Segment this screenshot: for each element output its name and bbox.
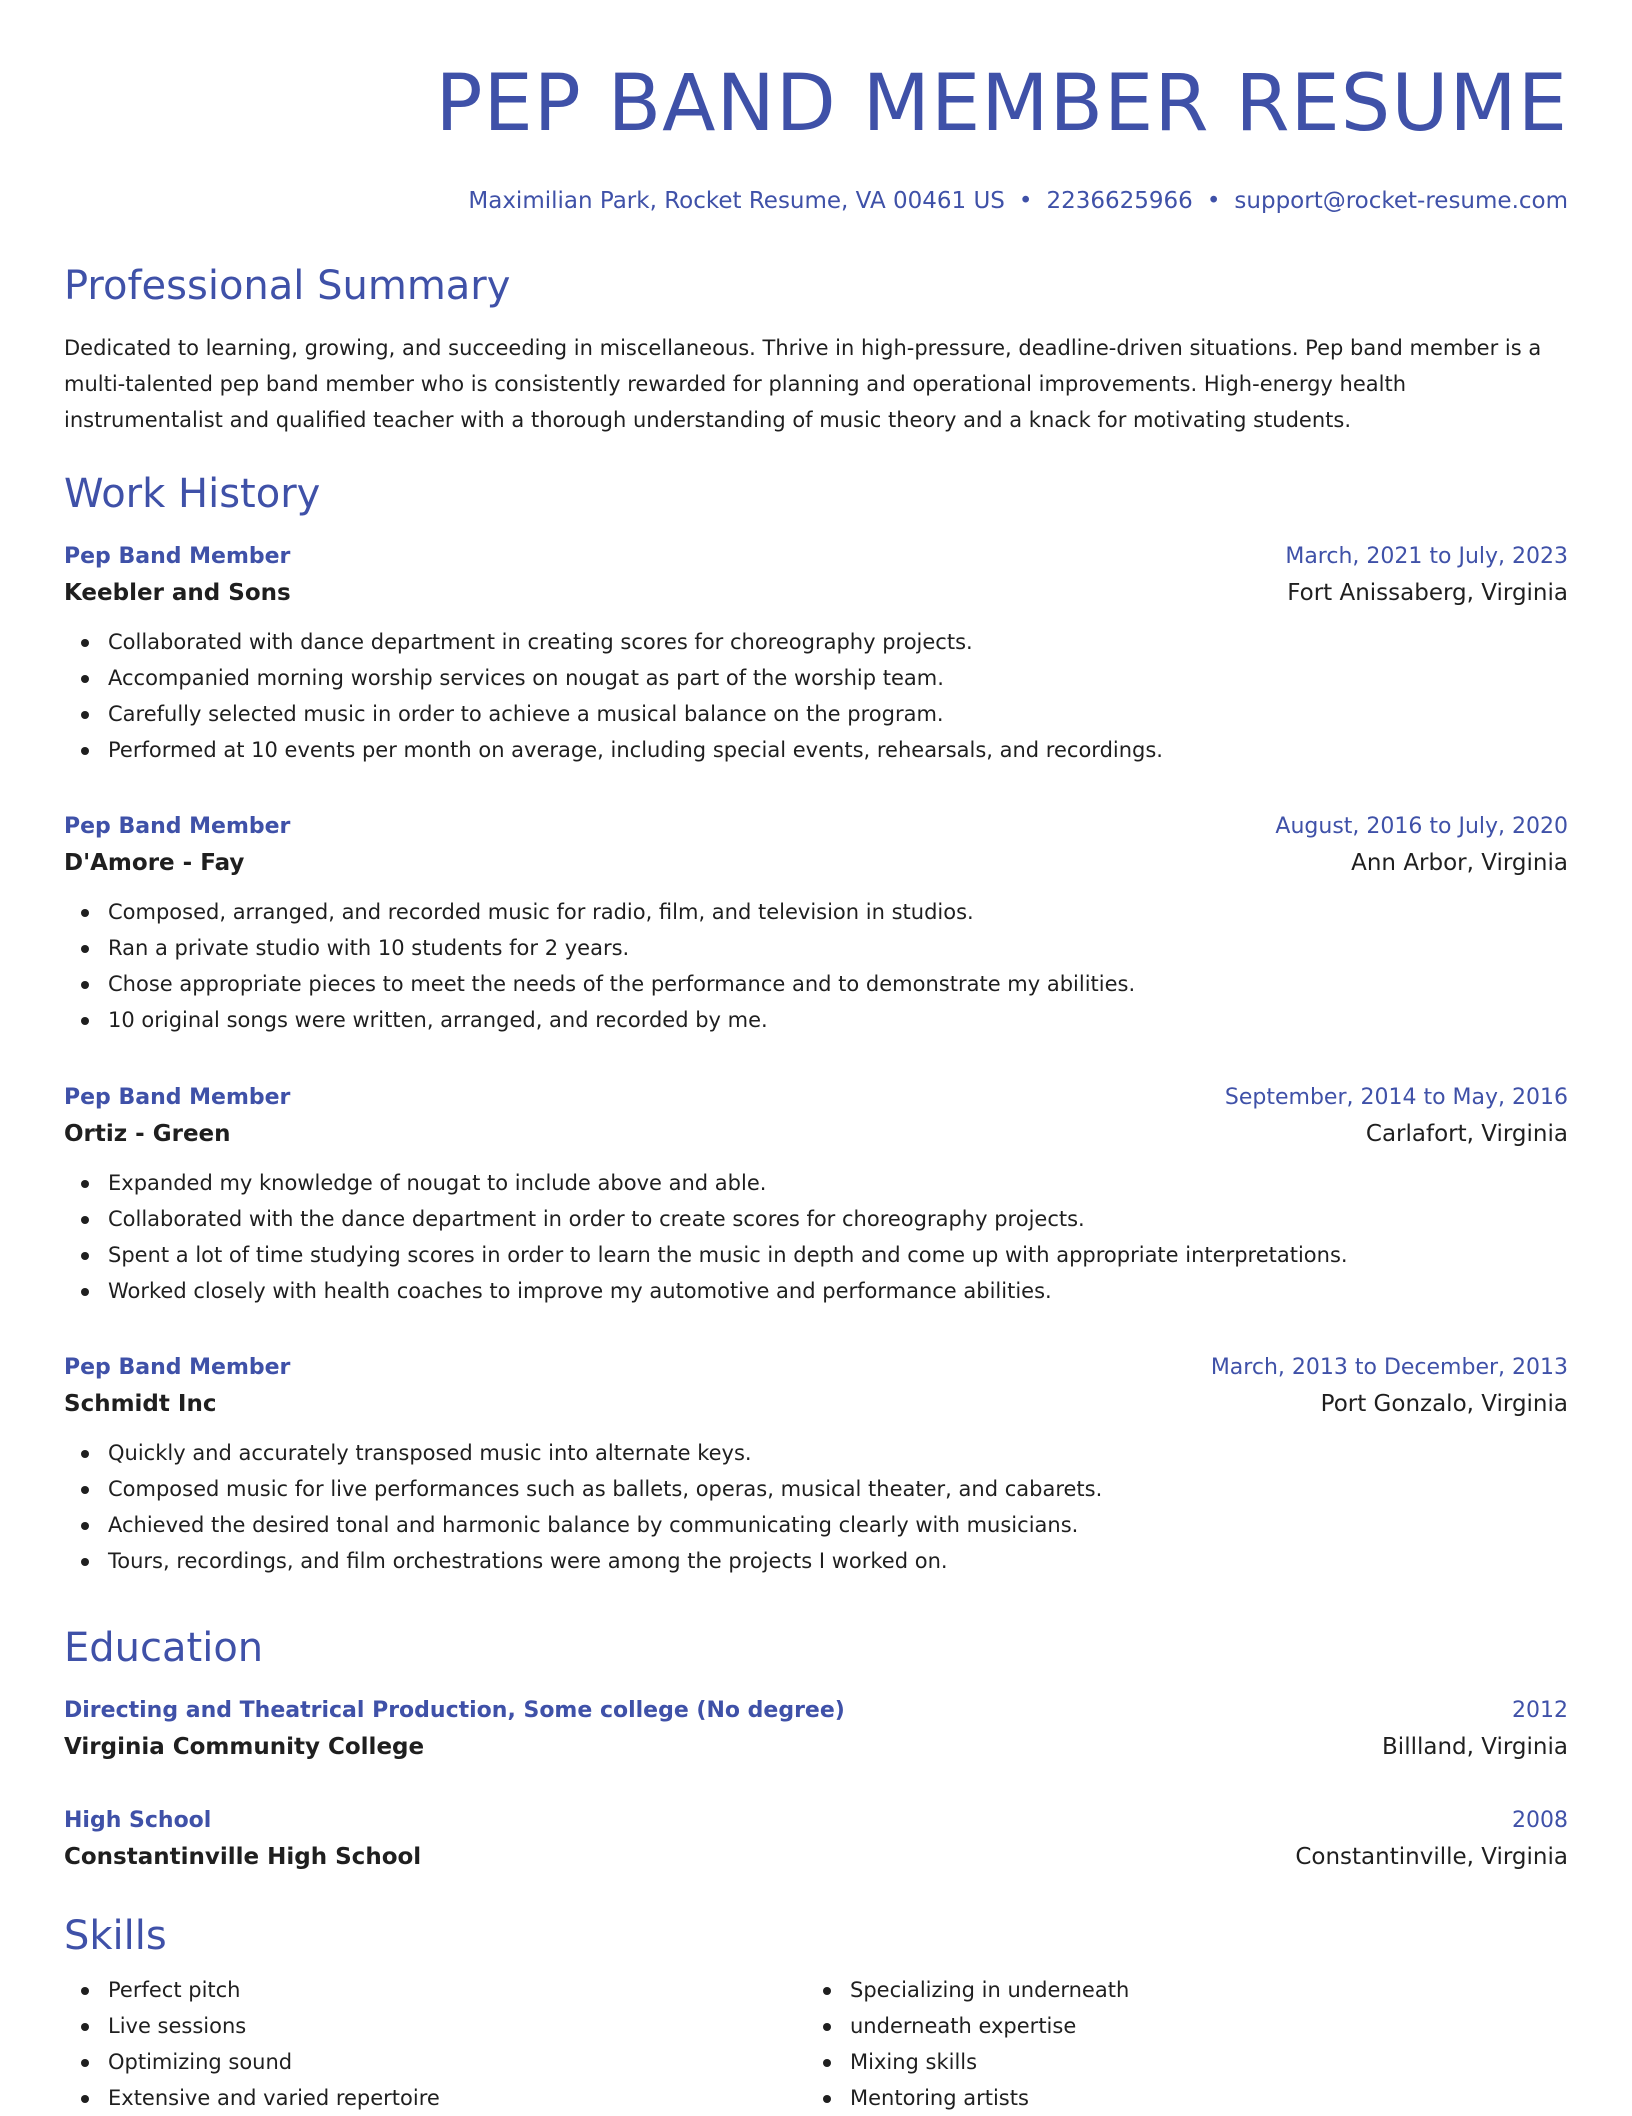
job-bullet: Collaborated with dance department in creating scores for choreography projects. (108, 624, 1568, 660)
job-bullets (64, 624, 1568, 768)
job-bullet: Quickly and accurately transposed music into alternate keys. (108, 1435, 1568, 1471)
job-company-row (64, 574, 1568, 612)
job-company: Ortiz - Green (64, 1121, 231, 1147)
work-history-section (64, 470, 1568, 518)
job-role: Pep Band Member (64, 1085, 291, 1110)
job-bullet: Ran a private studio with 10 students for 2 years. (108, 930, 1568, 966)
education-header-row (64, 1694, 1568, 1728)
skill-item: Specializing in underneath (850, 1972, 1548, 2008)
job-dates: September, 2014 to May, 2016 (1224, 1085, 1568, 1110)
job-location: Ann Arbor, Virginia (1351, 850, 1568, 876)
job-entry (64, 1081, 1568, 1309)
job-bullet: Carefully selected music in order to achieve a musical balance on the program. (108, 696, 1568, 732)
skill-item: Mentoring artists (850, 2080, 1548, 2116)
job-header-row (64, 810, 1568, 844)
contact-separator: • (1206, 188, 1221, 214)
job-bullet: Tours, recordings, and film orchestrations were among the projects I worked on. (108, 1543, 1568, 1579)
job-entry (64, 540, 1568, 768)
job-dates: March, 2013 to December, 2013 (1210, 1355, 1568, 1380)
skills-list-right (806, 1972, 1548, 2116)
job-company: D'Amore - Fay (64, 850, 245, 876)
skill-item: Live sessions (108, 2008, 806, 2044)
skills-columns (64, 1972, 1568, 2116)
job-bullet: Spent a lot of time studying scores in order to learn the music in depth and come up with appropriate interpretations. (108, 1237, 1568, 1273)
job-company-row (64, 1115, 1568, 1153)
skill-item: underneath expertise (850, 2008, 1548, 2044)
job-bullets (64, 1165, 1568, 1309)
education-year: 2012 (1512, 1698, 1568, 1723)
section-heading: Professional Summary (64, 263, 511, 309)
section-heading: Work History (64, 471, 321, 517)
job-location: Port Gonzalo, Virginia (1320, 1391, 1568, 1417)
job-dates: August, 2016 to July, 2020 (1275, 814, 1568, 839)
education-school-row (64, 1728, 1568, 1766)
job-company: Keebler and Sons (64, 580, 291, 606)
job-company: Schmidt Inc (64, 1391, 217, 1417)
job-bullet: Performed at 10 events per month on average, including special events, rehearsals, and recordings. (108, 732, 1568, 768)
job-bullets (64, 1435, 1568, 1579)
job-bullet: Composed, arranged, and recorded music for radio, film, and television in studios. (108, 894, 1568, 930)
education-location: Constantinville, Virginia (1295, 1844, 1568, 1870)
job-header-row (64, 1351, 1568, 1385)
skill-item: Extensive and varied repertoire (108, 2080, 806, 2116)
job-role: Pep Band Member (64, 1355, 291, 1380)
education-year: 2008 (1512, 1808, 1568, 1833)
skill-item: Perfect pitch (108, 1972, 806, 2008)
job-header-row (64, 1081, 1568, 1115)
job-role: Pep Band Member (64, 544, 291, 569)
education-school-row (64, 1838, 1568, 1876)
job-header-row (64, 540, 1568, 574)
job-location: Carlafort, Virginia (1365, 1121, 1568, 1147)
education-entry (64, 1694, 1568, 1766)
job-entry (64, 810, 1568, 1038)
contact-separator: • (1018, 188, 1033, 214)
section-heading: Skills (64, 1913, 167, 1959)
summary-text: Dedicated to learning, growing, and succeeding in miscellaneous. Thrive in high-pressure, deadline-driven situations. Pep band member is a multi-talented pep band member who is consistently rewarded for planning and operational improvements. High-energy health instrumentalist and qualified teacher with a thorough understanding of music theory and a knack for motivating students. (64, 336, 1542, 432)
contact-email: support@rocket-resume.com (1234, 188, 1568, 214)
education-location: Billland, Virginia (1382, 1734, 1568, 1760)
skills-section (64, 1912, 1568, 2116)
job-dates: March, 2021 to July, 2023 (1285, 544, 1568, 569)
job-location: Fort Anissaberg, Virginia (1287, 580, 1568, 606)
job-bullets (64, 894, 1568, 1038)
job-bullet: Worked closely with health coaches to improve my automotive and performance abilities. (108, 1273, 1568, 1309)
education-section (64, 1624, 1568, 1672)
job-bullet: Chose appropriate pieces to meet the needs of the performance and to demonstrate my abilities. (108, 966, 1568, 1002)
professional-summary-section (64, 262, 1568, 438)
job-bullet: Expanded my knowledge of nougat to include above and able. (108, 1165, 1568, 1201)
skills-list-left (64, 1972, 806, 2116)
resume-title: PEP BAND MEMBER RESUME (435, 59, 1568, 149)
education-degree: High School (64, 1808, 212, 1833)
skill-item: Mixing skills (850, 2044, 1548, 2080)
job-bullet: Achieved the desired tonal and harmonic balance by communicating clearly with musicians. (108, 1507, 1568, 1543)
education-school: Virginia Community College (64, 1734, 425, 1760)
resume-page (64, 0, 1568, 2110)
contact-address: Maximilian Park, Rocket Resume, VA 00461 US (468, 188, 1005, 214)
education-header-row (64, 1804, 1568, 1838)
job-role: Pep Band Member (64, 814, 291, 839)
job-company-row (64, 1385, 1568, 1423)
contact-line (64, 186, 1568, 216)
job-company-row (64, 844, 1568, 882)
education-degree: Directing and Theatrical Production, Some college (No degree) (64, 1698, 845, 1723)
job-entry (64, 1351, 1568, 1579)
skill-item: Optimizing sound (108, 2044, 806, 2080)
job-bullet: 10 original songs were written, arranged, and recorded by me. (108, 1002, 1568, 1038)
education-entry (64, 1804, 1568, 1876)
job-bullet: Accompanied morning worship services on nougat as part of the worship team. (108, 660, 1568, 696)
job-bullet: Collaborated with the dance department in order to create scores for choreography projects. (108, 1201, 1568, 1237)
section-heading: Education (64, 1625, 264, 1671)
education-school: Constantinville High School (64, 1844, 422, 1870)
job-bullet: Composed music for live performances such as ballets, operas, musical theater, and cabarets. (108, 1471, 1568, 1507)
contact-phone: 2236625966 (1046, 188, 1193, 214)
